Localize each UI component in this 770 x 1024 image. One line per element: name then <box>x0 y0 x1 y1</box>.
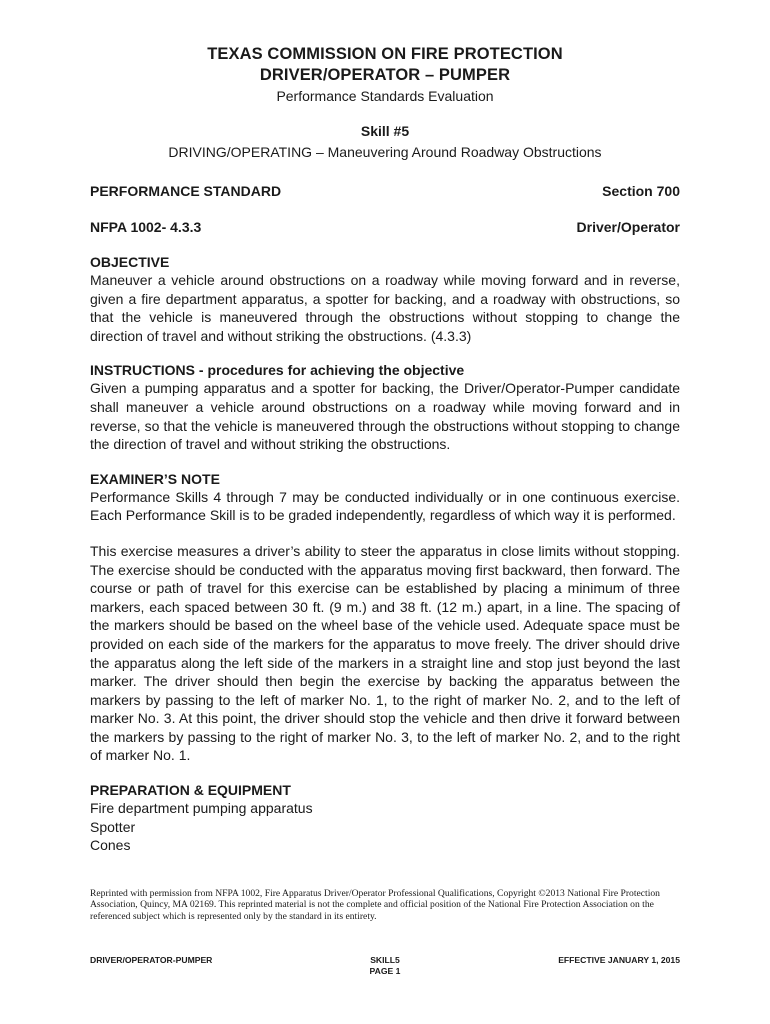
exercise-description-section <box>90 542 680 765</box>
footer-page-info <box>355 955 415 977</box>
document-page <box>90 44 680 923</box>
examiners-note-text: Performance Skills 4 through 7 may be conducted individually or in one continuous exercise. Each Performance Skill is to be graded independently, regardless of which way it is performed. <box>90 488 680 524</box>
instructions-heading: INSTRUCTIONS - procedures for achieving the objective <box>90 362 465 379</box>
skill-number: Skill #5 <box>360 123 410 139</box>
document-subtitle: Performance Standards Evaluation <box>276 88 494 104</box>
examiners-note-section <box>90 470 680 525</box>
preparation-heading: PREPARATION & EQUIPMENT <box>90 782 291 799</box>
examiners-note-heading: EXAMINER’S NOTE <box>90 470 220 487</box>
footer-skill-id: SKILL5 <box>370 955 400 965</box>
objective-section <box>90 253 680 345</box>
preparation-section <box>90 781 680 855</box>
copyright-footnote: Reprinted with permission from NFPA 1002, Fire Apparatus Driver/Operator Professional Qualifications, Copyright ©2013 National Fire Protection Association, Quincy, MA 02169. This reprinted material is not the complete and official position of the National Fire Protection Association on the referenced subject which is represented only by the standard in its entirety. <box>90 887 660 923</box>
page-footer <box>90 955 680 976</box>
footer-page-number: PAGE 1 <box>369 966 401 976</box>
instructions-section <box>90 361 680 453</box>
equipment-item: Fire department pumping apparatus <box>90 800 313 817</box>
section-label: Section 700 <box>602 183 680 199</box>
instructions-text: Given a pumping apparatus and a spotter for backing, the Driver/Operator-Pumper candidate shall maneuver a vehicle around obstructions on a roadway while moving forward and in reverse, so that the vehicle is maneuvered through the obstructions without stopping to change the direction of travel and without striking the obstructions. <box>90 380 680 453</box>
footer-effective-date: EFFECTIVE JANUARY 1, 2015 <box>558 955 680 965</box>
role-label: Driver/Operator <box>576 219 680 235</box>
footer-document-name: DRIVER/OPERATOR-PUMPER <box>90 955 213 965</box>
objective-heading: OBJECTIVE <box>90 254 170 270</box>
nfpa-label: NFPA 1002- 4.3.3 <box>90 219 202 235</box>
document-title-line1: TEXAS COMMISSION ON FIRE PROTECTION <box>207 45 563 63</box>
skill-title: DRIVING/OPERATING – Maneuvering Around Roadway Obstructions <box>168 144 602 160</box>
document-title-line2: DRIVER/OPERATOR – PUMPER <box>259 66 511 84</box>
nfpa-row <box>90 218 680 236</box>
equipment-item: Spotter <box>90 818 136 835</box>
performance-standard-row <box>90 182 680 200</box>
performance-standard-label: PERFORMANCE STANDARD <box>90 183 282 199</box>
equipment-item: Cones <box>90 837 131 854</box>
objective-text: Maneuver a vehicle around obstructions on a roadway while moving forward and in reverse, given a fire department apparatus, a spotter for backing, and a roadway with obstructions, so that the vehicle is maneuvered through the obstructions without stopping to change the direction of travel and without striking the obstructions. (4.3.3) <box>90 272 680 344</box>
exercise-description-text: This exercise measures a driver’s ability to steer the apparatus in close limits without stopping. The exercise should be conducted with the apparatus moving first backward, then forward. The course or path of travel for this exercise can be established by placing a minimum of three markers, each spaced between 30 ft. (9 m.) and 38 ft. (12 m.) apart, in a line. The spacing of the markers should be based on the wheel base of the vehicle used. Adequate space must be provided on each side of the markers for the apparatus to move freely. The driver should drive the apparatus along the left side of the markers in a straight line and stop just beyond the last marker. The driver should then begin the exercise by backing the apparatus between the markers by passing to the left of marker No. 1, to the right of marker No. 2, and to the left of marker No. 3. At this point, the driver should stop the vehicle and then drive it forward between the markers by passing to the right of marker No. 3, to the left of marker No. 2, and to the right of marker No. 1. <box>90 542 680 764</box>
